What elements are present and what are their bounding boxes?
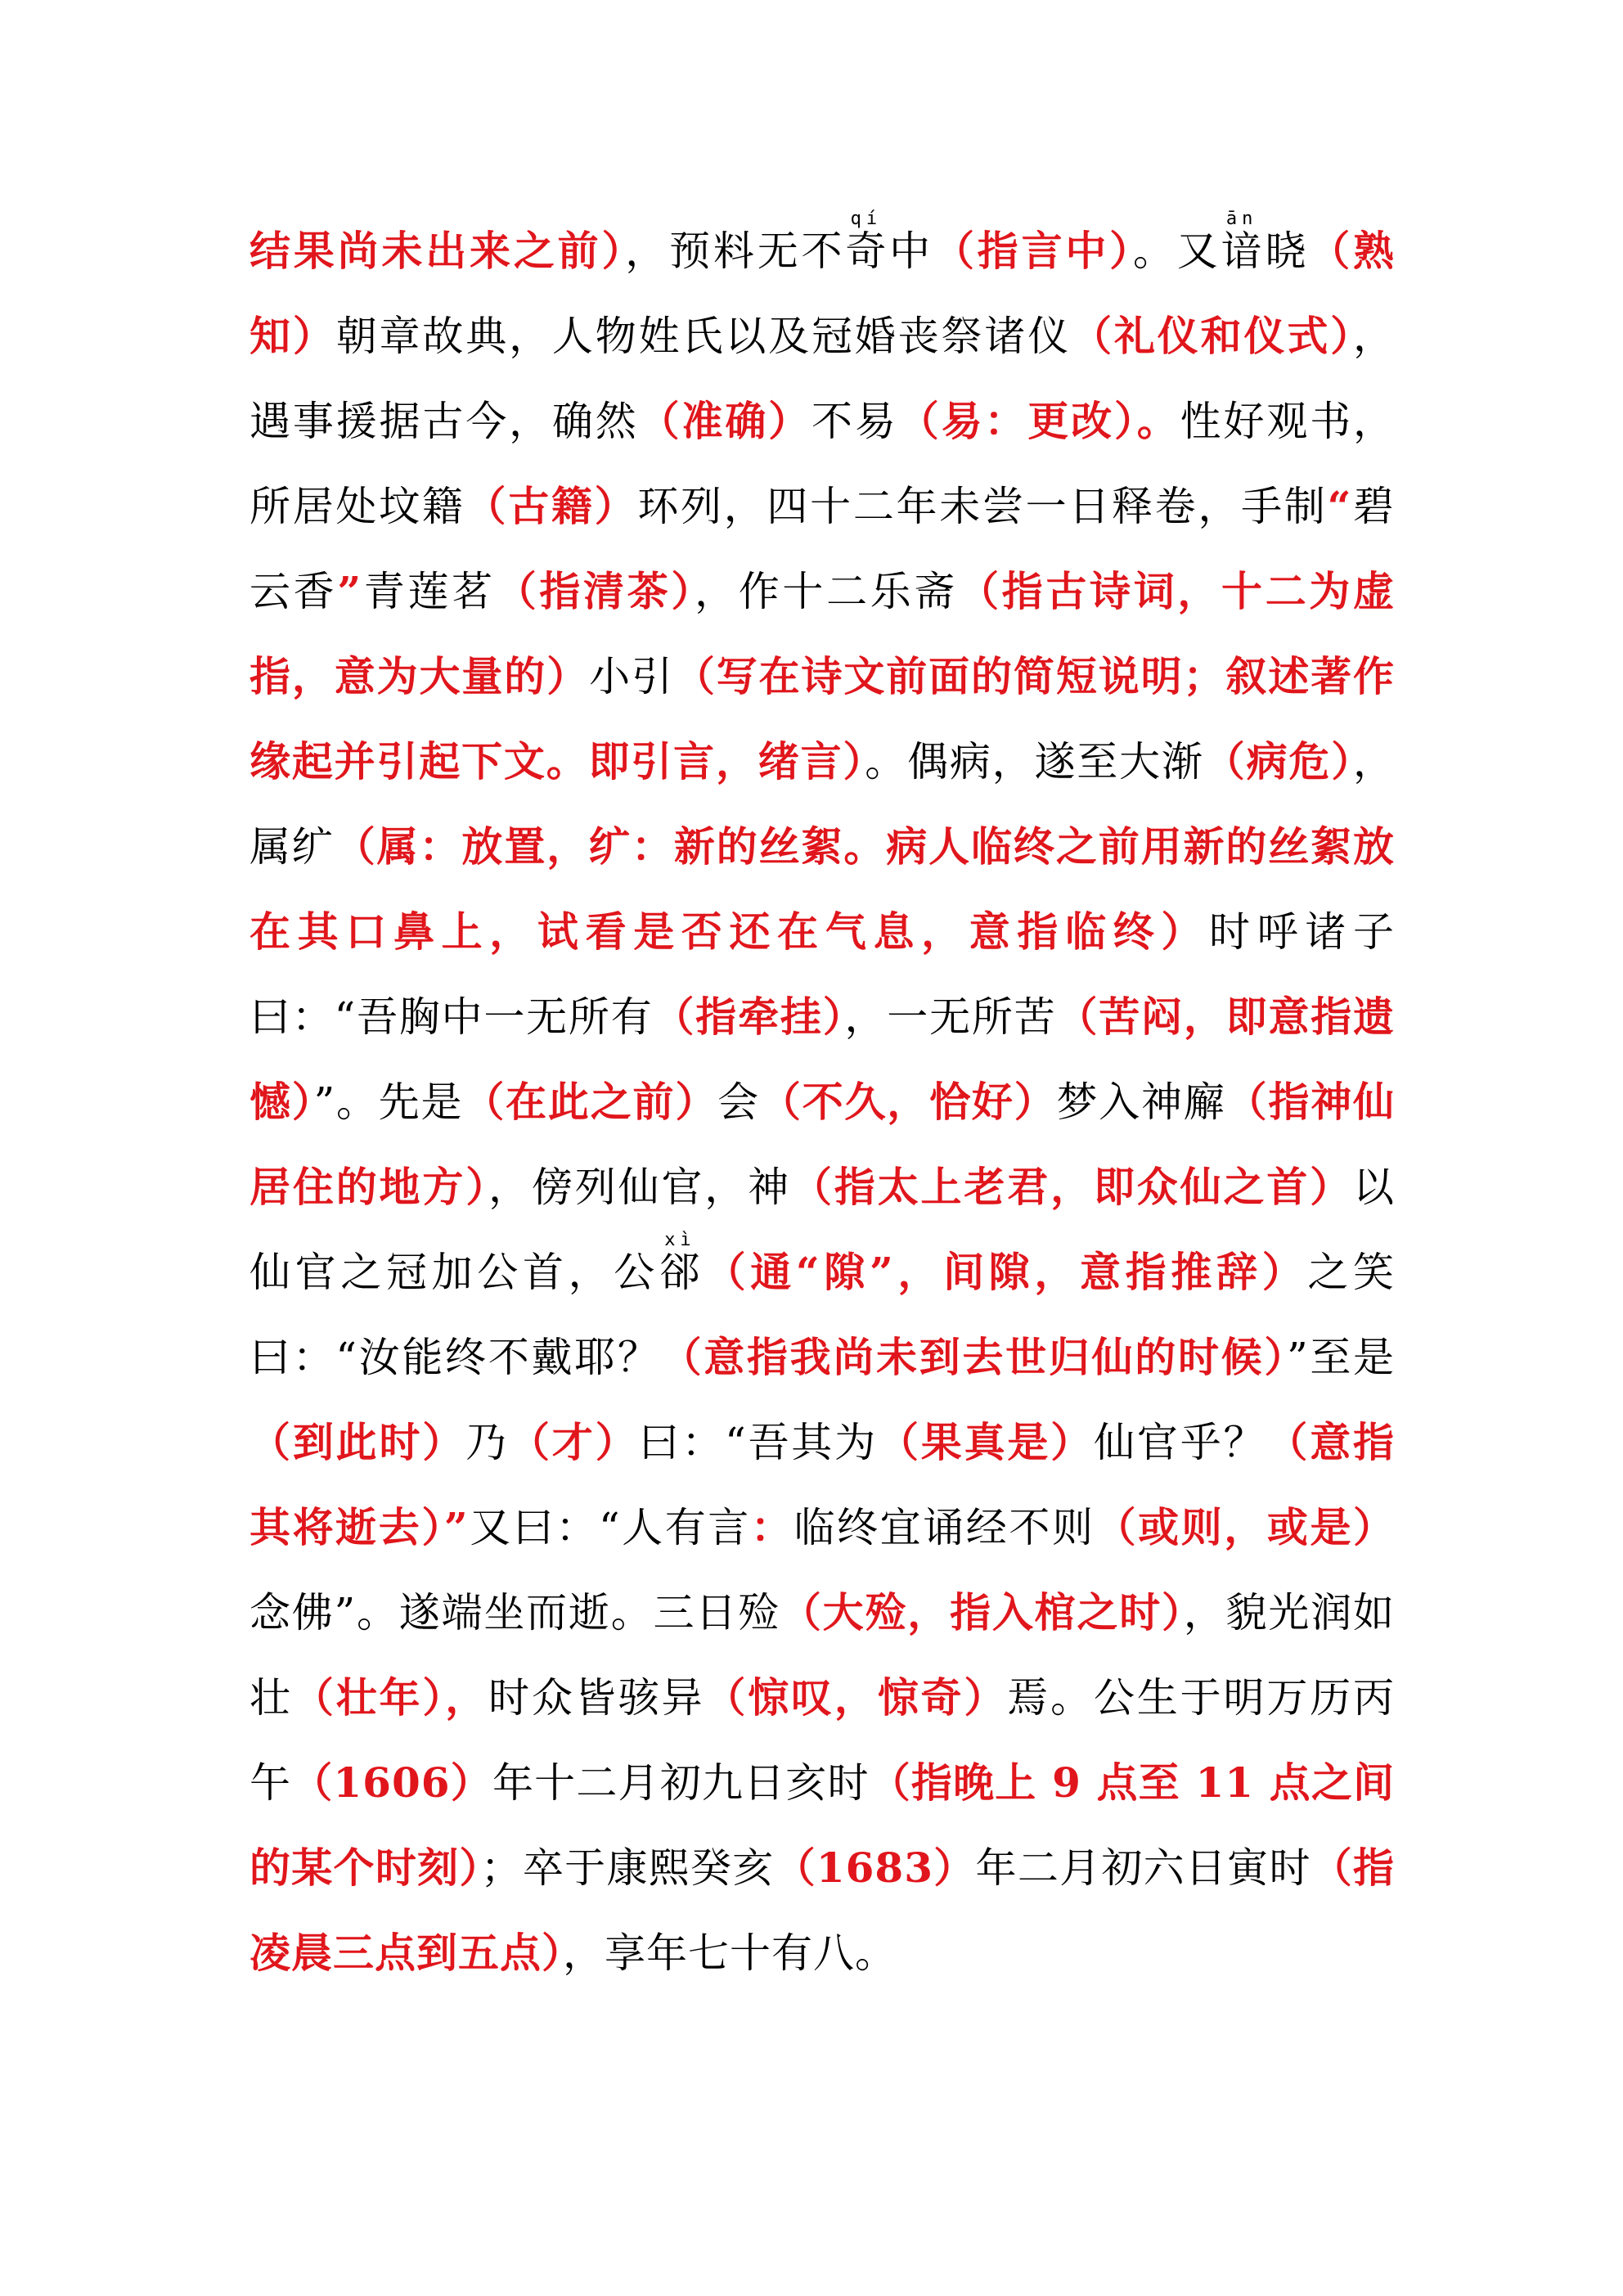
annotation-text: （熟知）: [250, 227, 1396, 360]
body-text: 时众皆骇异: [488, 1674, 705, 1722]
annotation-text: （属：放置，纩：新的丝絮。病人临终之前用新的丝絮放在其口鼻上，试看是否还在气息，意指临终）: [250, 822, 1396, 956]
body-text: ，享年七十有八。: [563, 1929, 897, 1977]
body-text: 会: [717, 1078, 760, 1126]
body-text: 青莲茗: [362, 568, 496, 615]
annotation-text: （苦闷，即意指遗憾）: [250, 993, 1396, 1126]
annotated-character-base: 奇: [845, 227, 890, 275]
body-text: 不易: [812, 398, 898, 445]
body-text: 小引: [589, 653, 674, 700]
annotation-text: （果真是）: [877, 1418, 1095, 1466]
body-text: 碧云香: [250, 483, 1396, 615]
annotation-text: （大殓，指入棺之时）: [780, 1588, 1184, 1636]
body-text: ，遇事援据古今，确然: [250, 313, 1396, 445]
annotation-text: （意指其将逝去）”: [250, 1418, 1396, 1551]
pinyin-annotation: xì: [659, 1230, 701, 1250]
annotation-text: （指晚上 9 点至 11 点之间的某个时刻）: [250, 1758, 1396, 1892]
annotation-text: （指牵挂）: [653, 993, 845, 1041]
annotation-text: （指古诗词，十二为虚指，意为大量的）: [250, 567, 1396, 700]
body-text: 乃: [465, 1419, 509, 1466]
body-text: 。偶病，遂至大渐: [865, 738, 1204, 786]
annotation-text: （才）: [508, 1418, 639, 1466]
body-text: 念佛”。遂端坐而逝。三日殓: [250, 1589, 780, 1636]
body-text: ，貌光润如壮: [250, 1589, 1396, 1722]
annotation-text: （在此之前）: [463, 1078, 718, 1126]
body-text: 曰：“吾其为: [638, 1419, 878, 1466]
body-text: 以仙官之冠加公首，公: [250, 1164, 1396, 1296]
annotated-character: [659, 1230, 705, 1296]
annotated-character-base: 郤: [659, 1249, 705, 1296]
annotation-text: （指凌晨三点到五点）: [250, 1844, 1396, 1977]
annotated-character-base: 谙: [1221, 227, 1266, 275]
body-text: 环列，四十二年未尝一日释卷，手制: [637, 483, 1328, 530]
body-text: 朝章故典，人物姓氏以及冠婚丧祭诸仪: [335, 313, 1072, 360]
body-text: ，作十二乐斋: [695, 568, 959, 615]
body-text: 性好观书，所居处坟籍: [250, 398, 1396, 530]
body-text: 年十二月初九日亥时: [492, 1759, 870, 1807]
annotation-text: （1683）: [774, 1844, 976, 1892]
annotation-text: ：: [750, 1503, 794, 1551]
body-text: ，预料无不: [625, 227, 846, 275]
body-text: 中: [889, 227, 933, 275]
annotation-text: （指言中）: [933, 227, 1133, 275]
annotation-text: （写在诗文前面的简短说明；叙述著作缘起并引起下文。即引言，绪言）: [250, 652, 1396, 786]
annotation-text: （壮年），: [292, 1673, 489, 1722]
body-text: ”至是: [1287, 1334, 1396, 1381]
annotated-character: [845, 209, 890, 275]
body-text: ，傍列仙官，神: [488, 1164, 792, 1211]
annotation-text: （到此时）: [250, 1418, 466, 1466]
annotation-text: （或则，或是）: [1095, 1503, 1396, 1551]
annotation-text: 结果尚未出来之前）: [250, 227, 626, 275]
annotation-text: （不久，恰好）: [759, 1078, 1057, 1126]
annotated-character: [1221, 209, 1266, 275]
body-text: 晓: [1265, 227, 1310, 275]
body-text: 仙官乎？: [1094, 1419, 1267, 1466]
annotation-text: （病危）: [1203, 737, 1354, 786]
annotation-text: （古籍）: [465, 482, 638, 530]
annotation-text: （准确）: [638, 397, 812, 445]
annotation-text: （1606）: [291, 1758, 492, 1807]
body-text: ；卒于康熙癸亥: [480, 1844, 775, 1892]
body-text: 又曰：“人有言: [468, 1504, 751, 1551]
body-text: 时呼诸子曰：“吾胸中一无所有: [250, 908, 1396, 1041]
body-text: ，一无所苦: [844, 993, 1057, 1041]
annotation-text: （意指我尚未到去世归仙的时候）: [660, 1333, 1288, 1381]
pinyin-annotation: qí: [845, 209, 888, 229]
annotation-text: （指清茶）: [495, 567, 695, 615]
body-text: 焉。公生于明万历丙午: [250, 1674, 1396, 1807]
body-text: ”。先是: [313, 1078, 464, 1126]
annotation-text: （指神仙居住的地方）: [250, 1078, 1396, 1211]
pinyin-annotation: ān: [1221, 209, 1263, 229]
annotation-text: （惊叹，惊奇）: [704, 1673, 1008, 1722]
body-text: 年二月初六日寅时: [975, 1844, 1311, 1892]
body-text: 梦入神廨: [1056, 1078, 1226, 1126]
annotation-text: （通“隙”，间隙，意指推辞）: [704, 1248, 1308, 1296]
body-text: 。又: [1133, 227, 1221, 275]
annotation-text: （易：更改）。: [897, 397, 1180, 445]
annotation-text: “: [1327, 482, 1352, 530]
annotation-text: （指太上老君，即众仙之首）: [791, 1163, 1354, 1211]
annotation-text: （礼仪和仪式）: [1071, 312, 1354, 360]
annotation-text: ”: [337, 567, 362, 615]
body-text: 临终宜诵经不则: [794, 1504, 1095, 1551]
body-text: ，属纩: [250, 738, 1396, 871]
body-text: 之笑曰：“汝能终不戴耶？: [250, 1249, 1396, 1381]
document-page: [250, 209, 1395, 1996]
body-paragraph: [250, 209, 1395, 1996]
